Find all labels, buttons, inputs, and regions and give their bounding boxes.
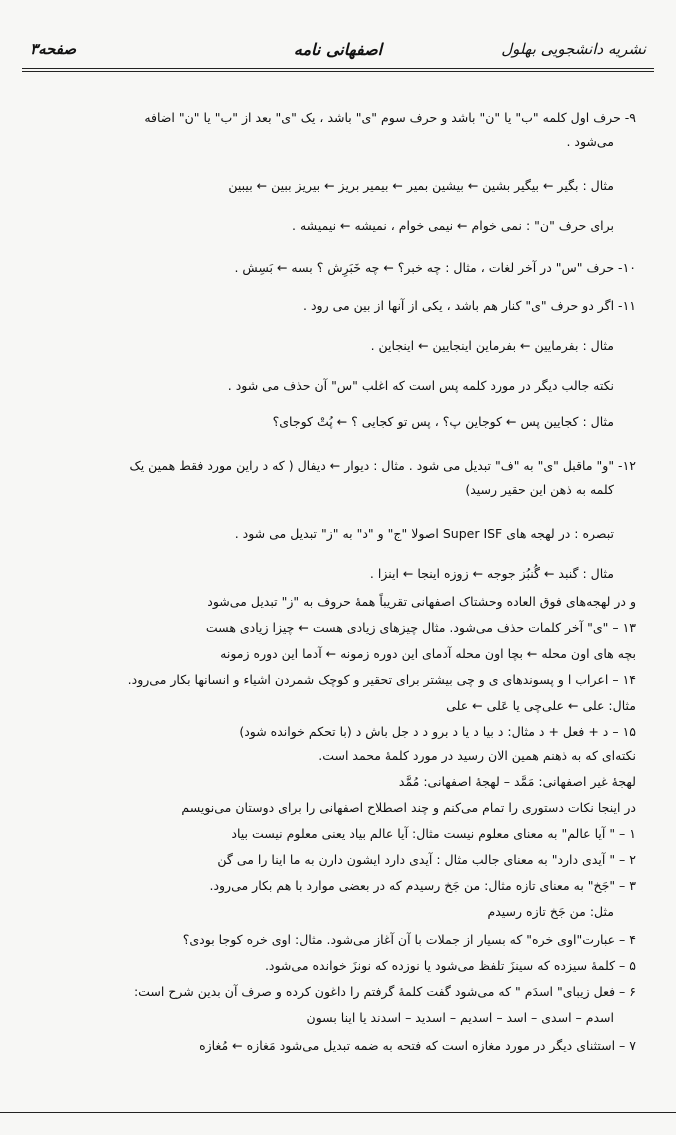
idioms-intro: در اینجا نکات دستوری را تمام می‌کنم و چند اصطلاح اصفهانی را برای دوستان می‌نویسم [181,800,636,815]
idiom-3-example: مثل: من جَخ تازه رسیدم [487,904,614,919]
rule-10: ۱۰- حرف "س" در آخر لغات ، مثال : چه خبر؟ ← چه خَبَرِش ؟ بسه ← بَسِش . [234,260,636,275]
idiom-3: ۳ – "جَخ" به معنای تازه مثال: من جَخ رسیدم که در بعضی موارد با هم بکار می‌رود. [209,878,636,893]
rule-12-line-1: ۱۲- "و" ماقبل "ی" به "ف" تبدیل می شود . مثال : دیوار ← دیفال ( که د راین مورد فقط همین یک [129,458,636,473]
idiom-7: ۷ – استثنای دیگر در مورد مغازه است که فتحه به ضمه تبدیل می‌شود مَغازه ← مُغازه [199,1038,636,1053]
tabsare-example: مثال : گنبد ← گُنبُز جوجه ← زوزه اینجا ← اینزا . [369,566,614,581]
idiom-5: ۵ – کلمهٔ سیزده که سینزَ تلفظ می‌شود یا نوزده که نونزَ خوانده می‌شود. [264,958,636,973]
idiom-4: ۴ – عبارت"اوی خره" که بسیار از جملات با آن آغاز می‌شود. مثال: اوی خره کوجا بودی؟ [182,932,636,947]
rule-14-example: مثال: علی ← علی‌چی یا عَلی ← علی [446,698,636,713]
rule-9-line-2: می‌شود . [566,134,614,149]
rule-14: ۱۴ – اعراب ا و پسوندهای ی و چی بیشتر برای تحقیر و کوچک شمردن اشیاء و انسانها بکار می‌رود. [127,672,636,687]
newsletter-title: اصفهانی نامه [293,40,383,59]
idiom-1: ۱ – " آیا عالم" به معنای معلوم نیست مثال: آیا عالم بیاد یعنی معلوم نیست بیاد [231,826,636,841]
page-number: صفحه۳ [30,40,77,58]
rule-13: ۱۳ – "ی" آخر کلمات حذف می‌شود. مثال چیزهای زیادی هست ← چیزا زیادی هست [205,620,636,635]
header-rule [22,68,654,69]
rule-11-example: مثال : بفرمایین ← بفرماین اینجایین ← اینجاین . [370,338,614,353]
mohammad-dialects: لهجهٔ غیر اصفهانی: مَمَّد – لهجهٔ اصفهانی: مُمَّد [398,774,636,789]
rule-11-note: نکته جالب دیگر در مورد کلمه پس است که اغلب "س" آن حذف می شود . [227,378,614,393]
rule-9-examples: مثال : بگیر ← بیگیر بشین ← بیشین بمیر ← بیمیر بریز ← بیریز ببین ← بیبین [228,178,614,193]
idiom-6: ۶ – فعل زیبای" اسدَم " که می‌شود گفت کلمهٔ گرفتم را داغون کرده و صرف آن بدین شرح است: [133,984,636,999]
rule-9-note: برای حرف "ن" : نمی خوام ← نیمی خوام ، نمیشه ← نیمیشه . [292,218,614,233]
publication-name: نشریه دانشجویی بهلول [501,40,646,58]
header-rule-thin [22,71,654,72]
mohammad-note: نکته‌ای که به ذهنم همین الان رسید در مورد کلمهٔ محمد است. [318,748,636,763]
rule-9-line-1: ۹- حرف اول کلمه "ب" یا "ن" باشد و حرف سوم "ی" باشد ، یک "ی" بعد از "ب" یا "ن" اضافه [144,110,636,125]
tabsare: تبصره : در لهجه های Super ISF اصولا "ج" و "د" به "ز" تبدیل می شود . [234,526,614,541]
rule-13-example: بچه های اون محله ← بچا اون محله آدمای این دوره زمونه ← آدما این دوره زمونه [220,646,636,661]
idiom-6-conjugation: اسدم – اسدی – اسد – اسدیم – اسدید – اسدند یا اینا بسون [306,1010,614,1025]
rule-11: ۱۱- اگر دو حرف "ی" کنار هم باشد ، یکی از آنها از بین می رود . [303,298,636,313]
page-header [22,40,654,66]
super-isf-note: و در لهجه‌های فوق العاده وحشتاک اصفهانی تقریباً همهٔ حروف به "ز" تبدیل می‌شود [207,594,636,609]
footer-rule [0,1112,676,1113]
rule-15: ۱۵ – د + فعل + د مثال: د بیا د یا د برو د د جل باش د (با تحکم خوانده شود) [239,724,636,739]
idiom-2: ۲ – " آیدی دارد" به معنای جالب مثال : آیدی دارد ایشون دارن به ما اینا را می گن [217,852,636,867]
rule-12-line-2: کلمه به ذهن این حقیر رسید) [465,482,614,497]
rule-11-note-example: مثال : کجایین پس ← کوجاین پ؟ ، پس تو کجایی ؟ ← پُتْ کوجای؟ [272,414,614,429]
